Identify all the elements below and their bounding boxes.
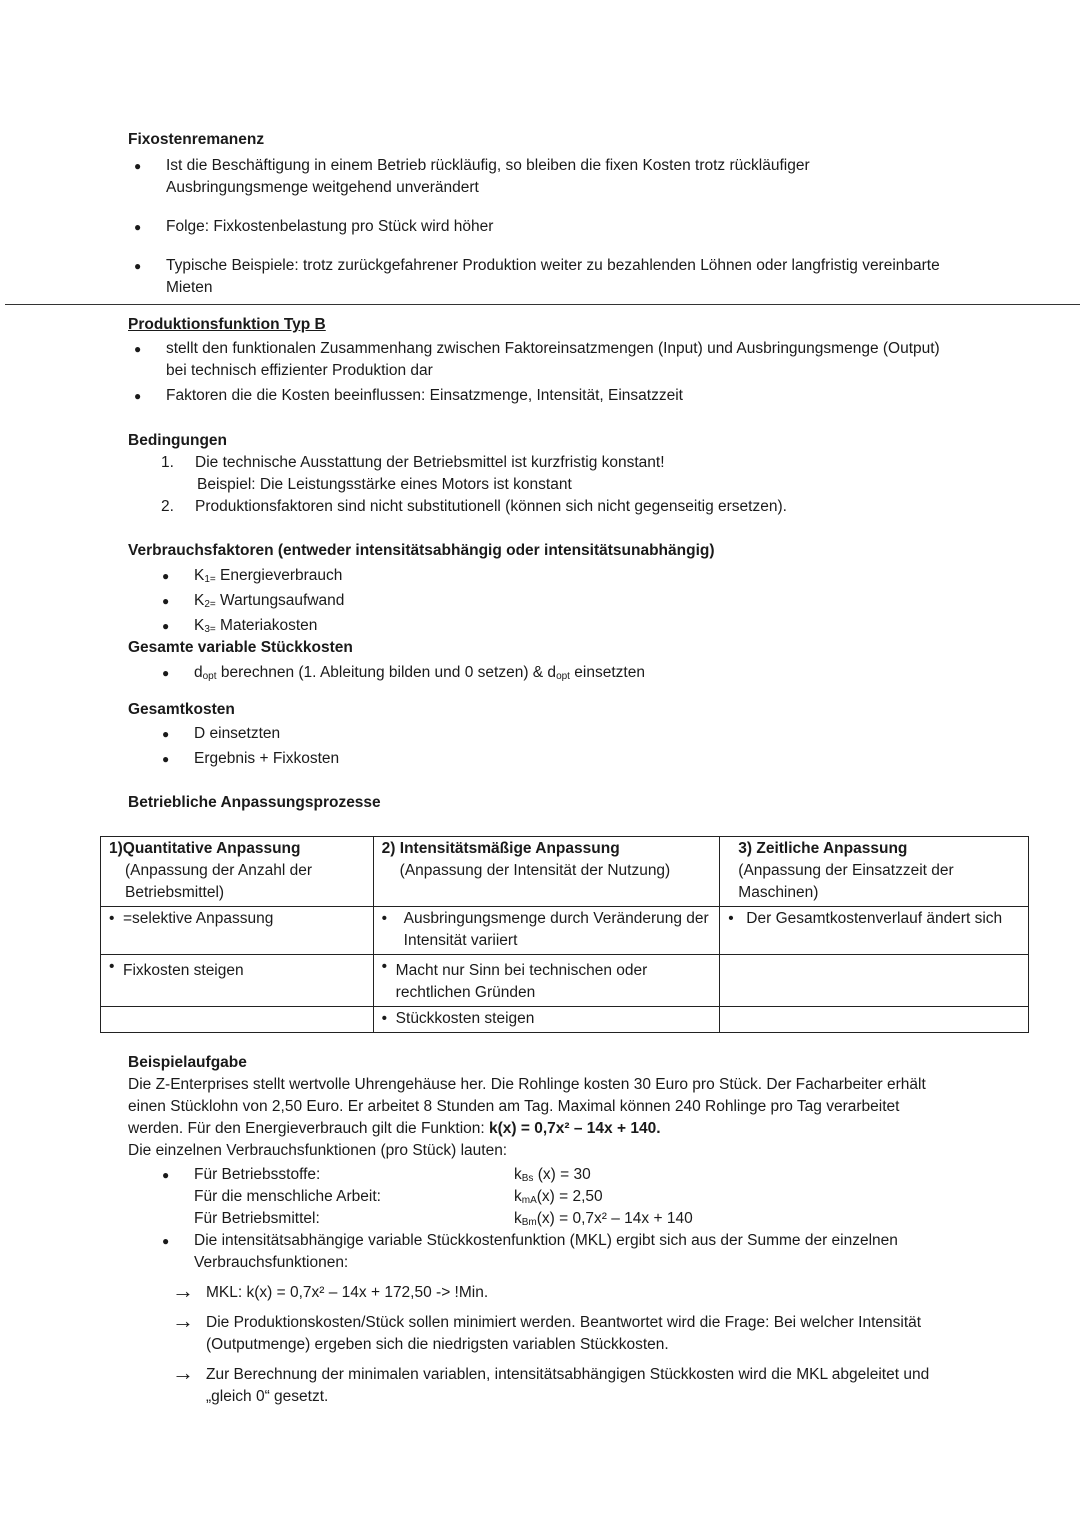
item-text: Die technische Ausstattung der Betriebsmittel ist kurzfristig konstant! [195,454,665,471]
bullet-item: ● Typische Beispiele: trotz zurückgefahrener Produktion weiter zu bezahlenden Löhnen oder langfristig vereinbarte Mieten [128,255,948,299]
function-label: Für die menschliche Arbeit: [194,1188,381,1205]
paragraph [128,1074,948,1140]
section-beispiel [128,1052,948,1408]
bullet-item: ● Faktoren die die Kosten beeinflussen: Einsatzmenge, Intensität, Einsatzzeit [128,385,948,407]
bullet-item [156,662,988,684]
function-symbol: k [514,1210,522,1227]
function-expression: (x) = 0,7x² – 14x + 140 [536,1210,693,1227]
heading-gesamtkosten: Gesamtkosten [128,701,235,718]
heading-stueckkosten: Gesamte variable Stückkosten [128,639,353,656]
bullet-item: ● Ergebnis + Fixkosten [156,748,948,770]
table-cell [373,955,720,1007]
bullet-item: ● D einsetzten [156,723,948,745]
function-subscript: mA [521,1195,537,1206]
section-verbrauch [128,540,988,684]
arrow-item: → Die Produktionskosten/Stück sollen minimiert werden. Beantwortet wird die Frage: Bei welcher Intensität (Outputmenge) ergeben sich die niedrigsten variablen Stückkosten. [172,1312,948,1356]
numbered-item [161,452,948,496]
divider-line [5,304,1080,305]
subscript-opt: opt [556,671,570,682]
table-header-cell [101,837,374,907]
function-expression: (x) = 2,50 [536,1188,603,1205]
paragraph: Die einzelnen Verbrauchsfunktionen (pro Stück) lauten: [128,1142,508,1159]
factor-text: Energieverbrauch [215,567,343,584]
intro-text: Die Z-Enterprises stellt wertvolle Uhrengehäuse her. Die Rohlinge kosten 30 Euro pro Stück. Der Facharbeiter erhält einen Stücklohn von 2,50 Euro. Er arbeitet 8 Stunden am Tag. Maximal können 240 Rohlinge pro Tag verarbeitet werden. Für den Energieverbrauch gilt die Funktion: [128,1076,926,1137]
bullet-item: ● Die intensitätsabhängige variable Stückkostenfunktion (MKL) ergibt sich aus der Summe der einzelnen Verbrauchsfunktionen: [156,1230,948,1274]
function-label: ● Für Betriebsstoffe: [194,1166,321,1183]
function-value [514,1186,603,1208]
factor-symbol: K [194,567,205,584]
table-header-cell [720,837,1029,907]
stueckkosten-end: einsetzten [569,664,645,681]
cell-bullet: • Ausbringungsmenge durch Veränderung der Intensität variiert [382,908,712,952]
item-number: 1. [161,454,174,471]
cell-bullet: • Stückkosten steigen [382,1008,712,1030]
factor-symbol: K [194,592,205,609]
item-text: Produktionsfaktoren sind nicht substitutionell (können sich nicht gegenseitig ersetzen). [195,498,787,515]
section-gesamtkosten [128,699,948,770]
table-header-cell [373,837,720,907]
table-cell [101,1007,374,1033]
function-row [194,1208,948,1230]
cell-bullet: • Fixkosten steigen [109,956,365,982]
cell-bullet: • Der Gesamtkostenverlauf ändert sich [728,908,1020,930]
col-subtitle: (Anpassung der Intensität der Nutzung) [399,862,671,879]
function-value [514,1208,693,1230]
table-row [101,1007,1029,1033]
section-bedingungen [128,430,948,518]
col-subtitle: (Anpassung der Anzahl der Betriebsmittel) [125,862,312,901]
heading-anpassung: Betriebliche Anpassungsprozesse [128,794,381,811]
cell-bullet: • Macht nur Sinn bei technischen oder rechtlichen Gründen [382,956,712,1004]
factor-subscript: 1= [204,574,216,585]
col-title: 2) Intensitätsmäßige Anpassung [381,840,620,857]
heading-fixkosten: Fixostenremanenz [128,131,265,148]
function-expression: (x) = 30 [533,1166,591,1183]
factor-text: Materiakosten [215,617,318,634]
col-title: 3) Zeitliche Anpassung [738,840,908,857]
heading-bedingungen: Bedingungen [128,432,228,449]
item-subtext: Beispiel: Die Leistungsstärke eines Motors ist konstant [197,476,572,493]
bullet-item: ● Ist die Beschäftigung in einem Betrieb rückläufig, so bleiben die fixen Kosten trotz rückläufiger Ausbringungsmenge weitgehend unverändert [128,155,948,199]
function-symbol: k [514,1166,522,1183]
table-cell [720,1007,1029,1033]
col-subtitle: (Anpassung der Einsatzzeit der Maschinen) [738,862,954,901]
factor-subscript: 3= [204,624,216,635]
section-produktion [128,314,948,407]
function-label: Für Betriebsmittel: [194,1210,320,1227]
bullet-item [156,590,988,612]
numbered-item [161,496,948,518]
function-row [194,1186,948,1208]
heading-verbrauch: Verbrauchsfaktoren (entweder intensitätsabhängig oder intensitätsunabhängig) [128,542,715,559]
symbol-d: d [194,664,203,681]
heading-produktion: Produktionsfunktion Typ B [128,316,326,333]
factor-subscript: 2= [204,599,216,610]
table-cell [720,955,1029,1007]
function-row [194,1164,948,1186]
energy-formula: k(x) = 0,7x² – 14x + 140. [489,1120,661,1137]
bullet-item: ● stellt den funktionalen Zusammenhang zwischen Faktoreinsatzmengen (Input) und Ausbringungsmenge (Output) bei technisch effizienter Produktion dar [128,338,948,382]
heading-beispiel: Beispielaufgabe [128,1054,247,1071]
arrow-item: → MKL: k(x) = 0,7x² – 14x + 172,50 -> !Min. [172,1282,948,1304]
factor-symbol: K [194,617,205,634]
cell-bullet: • =selektive Anpassung [109,908,365,930]
function-subscript: Bm [521,1217,537,1228]
function-symbol: k [514,1188,522,1205]
table-row [101,955,1029,1007]
section-fixkosten [128,129,948,299]
table-cell [101,907,374,955]
factor-text: Wartungsaufwand [215,592,345,609]
table-cell [373,907,720,955]
anpassung-table [100,836,1029,1033]
arrow-item: → Zur Berechnung der minimalen variablen, intensitätsabhängigen Stückkosten wird die MKL abgeleitet und „gleich 0“ gesetzt. [172,1364,948,1408]
table-row [101,837,1029,907]
subscript-opt: opt [202,671,217,682]
table-row [101,907,1029,955]
item-number: 2. [161,498,174,515]
table-cell [101,955,374,1007]
function-subscript: Bs [521,1173,534,1184]
stueckkosten-text: berechnen (1. Ableitung bilden und 0 setzen) & d [216,664,557,681]
function-value [514,1164,591,1186]
bullet-item [156,565,988,587]
bullet-item [156,1164,948,1230]
bullet-item: ● Folge: Fixkostenbelastung pro Stück wird höher [128,216,948,238]
col-title: 1)Quantitative Anpassung [109,840,301,857]
table-cell [720,907,1029,955]
table-cell [373,1007,720,1033]
bullet-item [156,615,988,637]
